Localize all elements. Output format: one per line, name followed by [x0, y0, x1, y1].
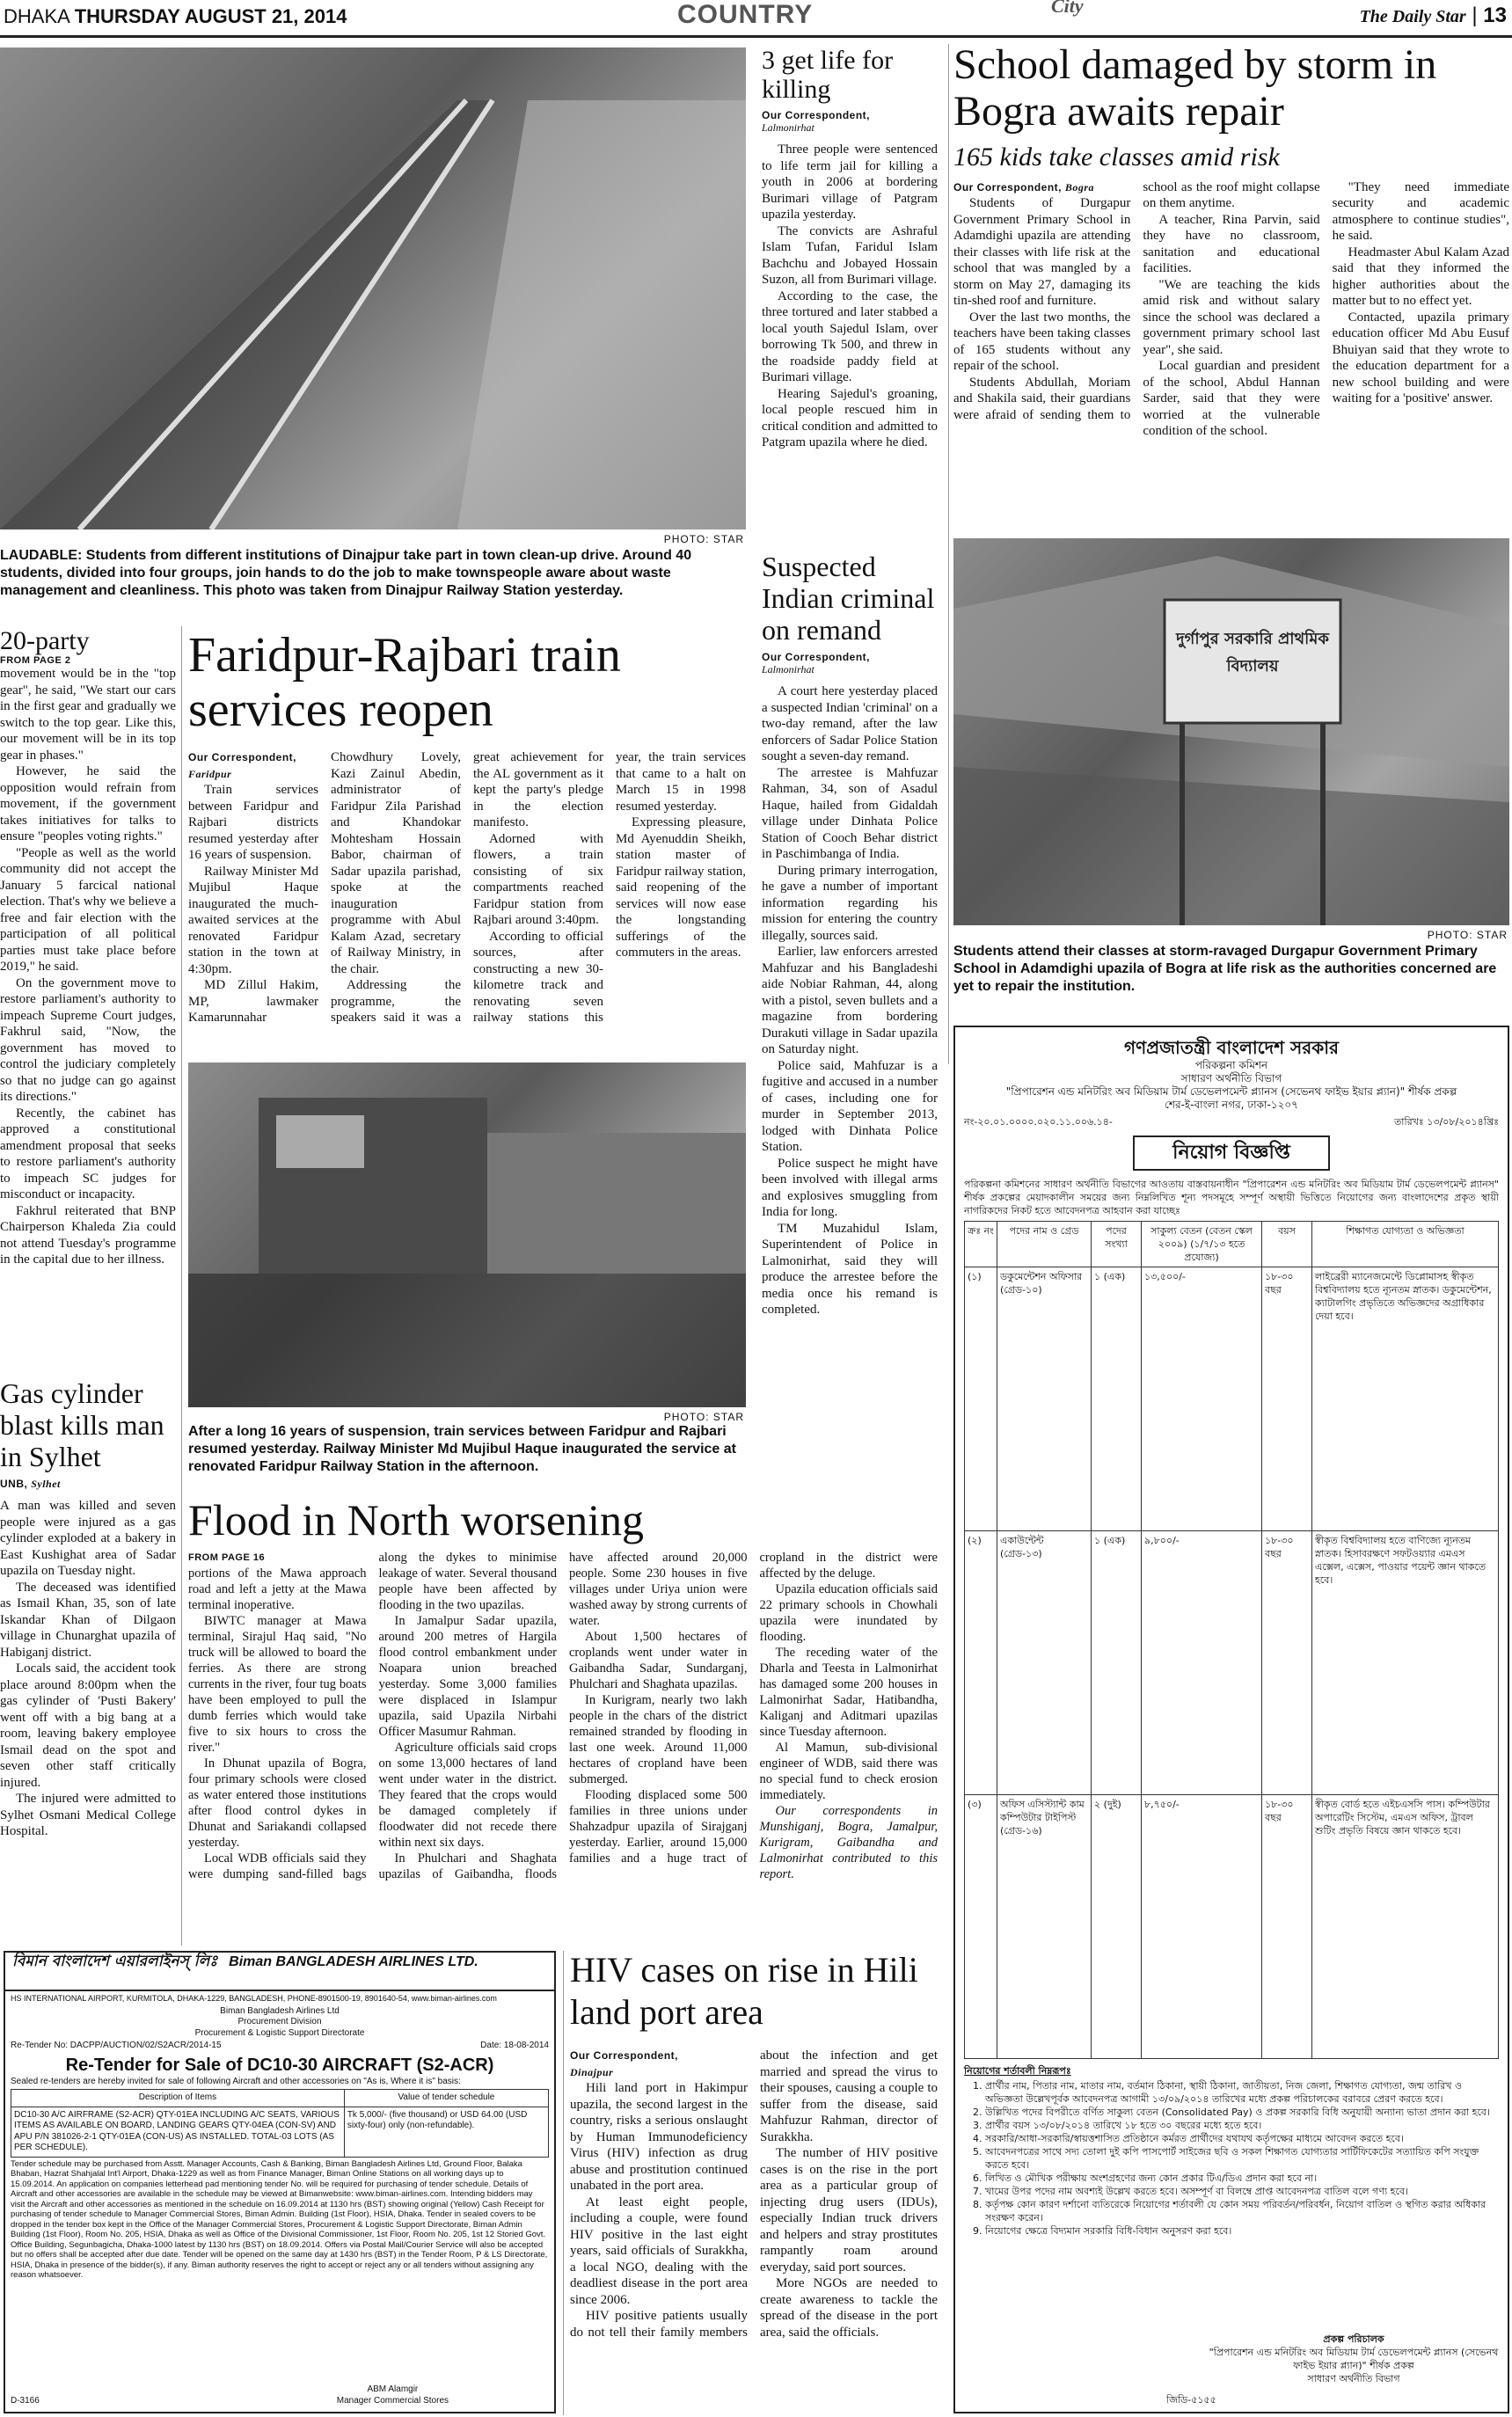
school-photo-credit: PHOTO: STAR — [1427, 929, 1508, 941]
school-subhead: 165 kids take classes amid risk — [953, 142, 1280, 172]
hiv-byline: Our Correspondent, Dinajpur — [570, 2049, 679, 2078]
dateline: DHAKA THURSDAY AUGUST 21, 2014 — [4, 5, 347, 27]
party-from: FROM PAGE 2 — [0, 655, 71, 666]
column-rule — [948, 44, 949, 1064]
train-headline: Faridpur-Rajbari train services reopen — [188, 628, 621, 737]
masthead — [0, 0, 1512, 38]
photo-cleanup-drive — [0, 47, 746, 529]
biman-logo-bar: বিমান বাংলাদেশ এয়ারলাইনস্ লিঃ Biman BANGLADESH AIRLINES LTD. — [5, 1953, 554, 1991]
notice-title: নিয়োগ বিজ্ঞপ্তি — [1133, 1135, 1330, 1171]
gas-byline: UNB, Sylhet — [0, 1478, 61, 1490]
recruitment-notice-ad: গণপ্রজাতন্ত্রী বাংলাদেশ সরকার পরিকল্পনা কমিশন সাধারণ অর্থনীতি বিভাগ "প্রিপারেশন এন্ড মনিটরিং অব মিডিয়াম টার্ম ডেভেলপমেন্ট প্ল্যানস (সেভেনথ ফাইভ ইয়ার প্ল্যান)" শীর্ষক প্রকল্প শের-ই-বাংলা নগর, ঢাকা-১২০৭ নং-২০.০১.০০০০.০২০.১১.০০৬.১৪- তারিখঃ ১৩/০৮/২০১৪খ্রিঃ নিয়োগ বিজ্ঞপ্তি পরিকল্পনা কমিশনের সাধারণ অর্থনীতি বিভাগের আওতায় বাস্তবায়নাধীন "প্রিপারেশন এন্ড মনিটরিং অব মিডিয়াম টার্ম ডেভেলপমেন্ট প্ল্যানস" শীর্ষক প্রকল্পের মেয়াদকালীন সময়ের জন্য নিম্নলিখিত শূন্য পদসমূহে সম্পূর্ণ অস্থায়ী ভিত্তিতে নিয়োগের জন্য বাংলাদেশের প্রকৃত স্থায়ী নাগরিকদের নিকট হতে আবেদনপত্র আহবান করা যাচ্ছেঃ ক্রঃ নং পদের নাম ও গ্রেড পদের সংখ্যা সাকুল্য বেতন (বেতন স্কেল ২০০৯) (১/৭/১৩ হতে প্রযোজ্য) বয়স শিক্ষাগত যোগ্যতা ও অভিজ্ঞতা (১) ডকুমেন্টেশন অফিসার (গ্রেড-১০) ১ (এক) ১৩,৫০০/- ১৮-৩০ বছর লাইব্রেরী ম্যানেজমেন্টে ডিপ্লোমাসহ স্বীকৃত বিশ্ববিদ্যালয় হতে ন্যূনতম স্নাতক। ডকুমেন্টেশন, ক্যাটালগিং প্রভৃতিতে অভিজ্ঞদের অগ্রাধিকার দেয়া হবে। (২) একাউন্টেন্ট (গ্রেড-১৩) ১ (এক) ৯,৮০০/- ১৮-৩০ বছর স্বীকৃত বিশ্ববিদ্যালয় হতে বাণিজ্যে ন্যূনতম স্নাতক। হিসাবরক্ষণে সফটওয়্যার এমএস এক্সেল, এক্সেস, পাওয়ার পয়েন্ট জ্ঞান থাকতে হবে। (৩) অফিস এসিস্ট্যান্ট কাম কম্পিউটার টাইপিস্ট (গ্রেড-১৬) ২ (দুই) ৮,৭৫০/- ১৮-৩০ বছর স্বীকৃত বোর্ড হতে এইচএসসি পাস। কম্পিউটার অপারেটিং সিস্টেম, এমএস অফিস, ট্রাবল শুটিং প্রভৃতি বিষয়ে জ্ঞান থাকতে হবে। নিয়োগের শর্তাবলী নিম্নরূপঃ 1. প্রার্থীর নাম, পিতার নাম, মাতার নাম, বর্তমান ঠিকানা, স্থায়ী ঠিকানা, জাতীয়তা, নিজ জেলা, শিক্ষাগত যোগ্যতা, জন্ম তারিখ ও অভিজ্ঞতা উল্লেখপূর্বক আবেদনপত্র আগামী ১৩/০৯/২০১৪ তারিখের মধ্যে প্রকল্প পরিচালকের বরাবরে প্রেরণ করতে হবে। 2. উল্লিখিত পদের বিপরীতে বর্ণিত সাকুল্য বেতন (Consolidated Pay) ও প্রকল্প সরকারি বিধি অনুযায়ী অন্যান্য ভাতা প্রদান করা হবে। 3. প্রার্থীর বয়স ১৩/০৮/২০১৪ তারিখে ১৮ হতে ৩০ বছরের মধ্যে হতে হবে। 4. সরকারি/আধা-সরকারি/স্বায়ত্তশাসিত প্রতিষ্ঠানে কর্মরত প্রার্থীদের যথাযথ কর্তৃপক্ষের মাধ্যমে আবেদন করতে হবে। 5. আবেদনপত্রের সাথে সদ্য তোলা দুই কপি পাসপোর্ট সাইজের ছবি ও সকল শিক্ষাগত যোগ্যতার সার্টিফিকেটের সত্যায়িত কপি সংযুক্ত করতে হবে। 6. লিখিত ও মৌখিক পরীক্ষায় অংশগ্রহণের জন্য কোন প্রকার টিএ/ডিএ প্রদান করা হবে না। 7. খামের উপর পদের নাম অবশ্যই উল্লেখ করতে হবে। অসম্পূর্ণ বা বিলম্বে প্রাপ্ত আবেদনপত্র বাতিল বলে গণ্য হবে। 8. কর্তৃপক্ষ কোন কারণ দর্শানো ব্যতিরেকে নিয়োগের শর্তাবলী যে কোন সময় পরিবর্তন/পরিবর্ধন, নিয়োগ বাতিল ও স্থগিত করার অধিকার সংরক্ষণ করেন। 9. নিয়োগের ক্ষেত্রে বিদ্যমান সরকারি বিধি-বিধান অনুসরণ করা হবে। প্রকল্প পরিচালক "প্রিপারেশন এন্ড মনিটরিং অব মিডিয়াম টার্ম ডেভেলপমেন্ট প্ল্যানস (সেভেনথ ফাইভ ইয়ার প্ল্যান)" শীর্ষক প্রকল্প সাধারণ অর্থনীতি বিভাগ জিডি-৫১৫৫ — [953, 1026, 1509, 2413]
school-sign-text: দুর্গাপুর সরকারি প্রাথমিক বিদ্যালয় — [1176, 630, 1329, 675]
biman-items-table: Description of Items Value of tender schedule DC10-30 A/C AIRFRAME (S2-ACR) QTY-01EA INCLUDING A/C SEATS, VARIOUS ITEMS AS AVAILABLE ON BOARD, LANDING GEARS QTY-04EA (CON-SV) AND APU P/N 381026-2-1 QTY-01EA (CON-US) AS INSTALLED. TOTAL-03 LOTS (AS PER SCHEDULE). Tk 5,000/- (five thousand) or USD 64.00 (USD sixty-four) only (non-refundable). — [11, 2089, 549, 2158]
indian-byline: Our Correspondent, — [762, 651, 871, 663]
paper-name-and-page: The Daily Star | 13 — [1359, 4, 1507, 27]
article-life-term — [762, 46, 938, 547]
photo-train-inauguration — [188, 1062, 746, 1407]
party-body: movement would be in the "top gear", he said, "We start our cars in the first gear and gradually we switch to the top gear. Like this, our movement will be in its top gear in phases." However, he said the opposition would refrain from movement, if the government takes initiatives for talks to ensure "peoples voting rights." "People as well as the world community did not accept the January 5 farcical national election. That's why we believe a free and fair election with the participation of all political parties must take place before 2019," he said. On the government move to restore parliament's authority to impeach Supreme Court judges, Fakhrul said, "Now, the government has moved to control the judiciary completely so that no judge can go against its directions." Recently, the cabinet has approved a constitutional amendment proposal that seeks to restore parliament's authority to impeach SC judges for misconduct or incapacity. Fakhrul reiterated that BNP Chairperson Khaleda Zia could not attend Tuesday's programme in the capital due to her illness. — [0, 667, 176, 1267]
school-body: Our Correspondent, Bogra Students of Durgapur Government Primary School in Adamdighi upazila are attending their classes with life risk at the school that was mangled by a storm on May 27, damaging its tin-shed roof and furniture. Over the last two months, the teachers have been taking classes of 165 students without any repair of the school. Students Abdullah, Moriam and Shakila said, their guardians were afraid of sending them to school as the roof might collapse on them anytime. A teacher, Rina Parvin, said they have no classroom, sanitation and educational facilities. "We are teaching the kids amid risk and without salary since the school was declared a government primary school last year", she said. Local guardian and president of the school, Abdul Hannan Sarder, said that they were worried at the vulnerable condition of the school. "They need immediate security and academic atmosphere to continue studies", he said. Headmaster Abul Kalam Azad said that they informed the higher authorities about the matter but to no effect yet. Contacted, upazila primary education officer Md Abu Eusuf Bhuiyan said that they wrote to the education department for a new school building and were waiting for a 'positive' answer. — [953, 179, 1509, 439]
train-caption: After a long 16 years of suspension, train services between Faridpur and Rajbari resumed yesterday. Railway Minister Md Mujibul Haque inaugurated the service at renovated Faridpur Railway Station in the afternoon. — [188, 1424, 736, 1474]
hiv-headline: HIV cases on rise in Hili land port area — [570, 1950, 918, 2032]
vacancy-table: ক্রঃ নং পদের নাম ও গ্রেড পদের সংখ্যা সাকুল্য বেতন (বেতন স্কেল ২০০৯) (১/৭/১৩ হতে প্রযোজ্য) বয়স শিক্ষাগত যোগ্যতা ও অভিজ্ঞতা (১) ডকুমেন্টেশন অফিসার (গ্রেড-১০) ১ (এক) ১৩,৫০০/- ১৮-৩০ বছর লাইব্রেরী ম্যানেজমেন্টে ডিপ্লোমাসহ স্বীকৃত বিশ্ববিদ্যালয় হতে ন্যূনতম স্নাতক। ডকুমেন্টেশন, ক্যাটালগিং প্রভৃতিতে অভিজ্ঞদের অগ্রাধিকার দেয়া হবে। (২) একাউন্টেন্ট (গ্রেড-১৩) ১ (এক) ৯,৮০০/- ১৮-৩০ বছর স্বীকৃত বিশ্ববিদ্যালয় হতে বাণিজ্যে ন্যূনতম স্নাতক। হিসাবরক্ষণে সফটওয়্যার এমএস এক্সেল, এক্সেস, পাওয়ার পয়েন্ট জ্ঞান থাকতে হবে। (৩) অফিস এসিস্ট্যান্ট কাম কম্পিউটার টাইপিস্ট (গ্রেড-১৬) ২ (দুই) ৮,৭৫০/- ১৮-৩০ বছর স্বীকৃত বোর্ড হতে এইচএসসি পাস। কম্পিউটার অপারেটিং সিস্টেম, এমএস অফিস, ট্রাবল শুটিং প্রভৃতি বিষয়ে জ্ঞান থাকতে হবে। — [964, 1221, 1499, 2059]
school-headline: School damaged by storm in Bogra awaits repair — [953, 42, 1437, 135]
flood-from: FROM PAGE 16 — [188, 1552, 266, 1563]
biman-title: Re-Tender for Sale of DC10-30 AIRCRAFT (S2-ACR) — [65, 2055, 494, 2075]
school-byline: Our Correspondent, Bogra — [953, 180, 1095, 194]
school-caption: Students attend their classes at storm-ravaged Durgapur Government Primary School in Adamdighi upazila of Bogra at life risk as the authorities concerned are yet to repair the institution. — [953, 944, 1497, 994]
indian-headline: Suspected Indian criminal on remand — [762, 551, 935, 646]
photo-locomotive-crowd — [188, 1062, 746, 1407]
column-rule — [563, 1951, 564, 2415]
article-indian-criminal — [762, 551, 938, 1483]
section-sub: City — [1051, 0, 1084, 17]
section-name: COUNTRY — [677, 0, 814, 29]
life-body: Three people were sentenced to life term jail for killing a youth in 2006 at bordering Burimari village of Patgram upazila yesterday. The convicts are Ashraful Islam Tufan, Faridul Islam Bachchu and Jobayed Hossain Suzon, all from Burimari village. According to the case, the three tortured and later stabbed a local youth Sajedul Islam, over borrowing Tk 500, and threw in the roadside paddy field at Burimari village. Hearing Sajedul's groaning, local people rescued him in critical condition and admitted to Patgram upazila where he died. — [762, 142, 938, 449]
terms-list: 1. প্রার্থীর নাম, পিতার নাম, মাতার নাম, বর্তমান ঠিকানা, স্থায়ী ঠিকানা, জাতীয়তা, নিজ জেলা, শিক্ষাগত যোগ্যতা, জন্ম তারিখ ও অভিজ্ঞতা উল্লেখপূর্বক আবেদনপত্র আগামী ১৩/০৯/২০১৪ তারিখের মধ্যে প্রকল্প পরিচালকের বরাবরে প্রেরণ করতে হবে। 2. উল্লিখিত পদের বিপরীতে বর্ণিত সাকুল্য বেতন (Consolidated Pay) ও প্রকল্প সরকারি বিধি অনুযায়ী অন্যান্য ভাতা প্রদান করা হবে। 3. প্রার্থীর বয়স ১৩/০৮/২০১৪ তারিখে ১৮ হতে ৩০ বছরের মধ্যে হতে হবে। 4. সরকারি/আধা-সরকারি/স্বায়ত্তশাসিত প্রতিষ্ঠানে কর্মরত প্রার্থীদের যথাযথ কর্তৃপক্ষের মাধ্যমে আবেদন করতে হবে। 5. আবেদনপত্রের সাথে সদ্য তোলা দুই কপি পাসপোর্ট সাইজের ছবি ও সকল শিক্ষাগত যোগ্যতার সার্টিফিকেটের সত্যায়িত কপি সংযুক্ত করতে হবে। 6. লিখিত ও মৌখিক পরীক্ষায় অংশগ্রহণের জন্য কোন প্রকার টিএ/ডিএ প্রদান করা হবে না। 7. খামের উপর পদের নাম অবশ্যই উল্লেখ করতে হবে। অসম্পূর্ণ বা বিলম্বে প্রাপ্ত আবেদনপত্র বাতিল বলে গণ্য হবে। 8. কর্তৃপক্ষ কোন কারণ দর্শানো ব্যতিরেকে নিয়োগের শর্তাবলী যে কোন সময় পরিবর্তন/পরিবর্ধন, নিয়োগ বাতিল ও স্থগিত করার অধিকার সংরক্ষণ করেন। 9. নিয়োগের ক্ষেত্রে বিদ্যমান সরকারি বিধি-বিধান অনুসরণ করা হবে। — [955, 2079, 1508, 2238]
hiv-body: Our Correspondent, Dinajpur Hili land port in Hakimpur upazila, the second largest in the country, risks a serious onslaught by Human Immunodeficiency Virus (HIV) infection as drug abuse and prostitution continued unabated in the port area. At least eight people, including a couple, were found HIV positive in the last eight years, said officials of Surakkha, a local NGO, dealing with the deadliest disease in the port area since 2006. HIV positive patients usually do not tell their family members about the infection and get married and spread the virus to their spouses, causing a couple to suffer from the disease, said Mahfuzur Rahman, director of Surakkha. The number of HIV positive cases is on the rise in the port area as a particular group of injecting drug users (IDUs), especially Indian truck drivers and helpers and stray prostitutes rampantly roam around everyday, said port sources. More NGOs are needed to create awareness to tackle the spread of the disease in the port area, said the officials. — [570, 2048, 938, 2340]
article-20-party — [0, 626, 176, 1374]
photo1-caption: LAUDABLE: Students from different institutions of Dinajpur take part in town clean-up drive. Around 40 students, divided into four groups, join hands to do the job to make townspeople aware about waste management and cleanliness. This photo was taken from Dinajpur Railway Station yesterday. — [0, 548, 692, 598]
photo1-credit: PHOTO: STAR — [663, 533, 744, 545]
indian-body: A court here yesterday placed a suspected Indian 'criminal' on a two-day remand, after the law enforcers of Sadar Police Station sought a seven-day remand. The arrestee is Mahfuzar Rahman, 34, son of Asadul Haque, hailed from Gidaldah village under Dinhata Police Station of Cooch Behar district in Paschimbanga of India. During primary interrogation, he gave a number of important information regarding his mission for entering the country illegally, sources said. Earlier, law enforcers arrested Mahfuzar and his Bangladeshi aide Nobiar Rahman, 44, along with a pistol, seven bullets and a magazine from bordering Durakuti village in Sadar upazila on Saturday night. Police said, Mahfuzar is a fugitive and accused in a number of cases, including one for murder in September 2013, lodged with Dinhata Police Station. Police suspect he might have been involved with illegal arms and explosives smuggling from India for long. TM Muzahidul Islam, Superintendent of Police in Lalmonirhat, said they will produce the arrestee before the media once his remand is completed. — [762, 684, 938, 1317]
photo-storm-school — [953, 538, 1509, 925]
train-photo-credit: PHOTO: STAR — [663, 1411, 744, 1423]
article-gas-blast — [0, 1377, 176, 1931]
article-train-services — [188, 628, 746, 1050]
flood-body: FROM PAGE 16 portions of the Mawa approach road and left a jetty at the Mawa terminal inoperative. BIWTC manager at Mawa terminal, Sirajul Haq said, "No truck will be allowed to board the ferries. As there are strong currents in the river, four tug boats have been employed to pull the dumb ferries which would take five to six hours to cross the river." In Dhunat upazila of Bogra, four primary schools were closed as water entered those institutions after flood control dykes in Dhunat and Sariakandi collapsed yesterday. Local WDB officials said they were dumping sand-filled bags along the dykes to minimise leakage of water. Several thousand people have been affected by flooding in the two upazilas. In Jamalpur Sadar upazila, around 200 metres of Hargila flood control embankment under Noapara union breached yesterday. Some 3,000 families were displaced in Islampur upazila, said Upazila Nirbahi Officer Masumur Rahman. Agriculture officials said crops on some 13,000 hectares of land went under water in the district. They feared that the crops would be damaged completely if floodwater did not recede there within next six days. In Phulchari and Shaghata upazilas of Gaibandha, floods have affected around 20,000 people. Some 230 houses in five villages under Uriya union were washed away by strong currents of water. About 1,500 hectares of croplands went under water in Gaibandha Sadar, Sundarganj, Phulchari and Shaghata upazilas. In Kurigram, nearly two lakh people in the chars of the district remained stranded by flooding in last one week. Around 11,000 hectares of cropland have been submerged. Flooding displaced some 500 families in three unions under Shahzadpur upazila of Sirajganj yesterday. Earlier, around 15,000 families and a huge tract of cropland in the district were affected by the deluge. Upazila education officials said 22 primary schools in Chowhali upazila were inundated by flooding. The receding water of the Dharla and Teesta in Lalmonirhat has damaged some 200 houses in Lalmonirhat Sadar, Hatibandha, Kaliganj and Aditmari upazilas since Tuesday afternoon. Al Mamun, sub-divisional engineer of WDB, said there was no special fund to check erosion immediately. Our correspondents in Munshiganj, Bogra, Jamalpur, Kurigram, Gaibandha and Lalmonirhat contributed to this report. — [188, 1551, 938, 1881]
gas-body: A man was killed and seven people were injured as a gas cylinder exploded at a bakery in East Kushighat area of Sadar upazila on Tuesday night. The deceased was identified as Ismail Khan, 35, son of late Iskandar Khan of Dilgaon village in Chunarghat upazila of Habiganj district. Locals said, the accident took place around 8:00pm when the gas cylinder of 'Pusti Bakery' went off with a big bang at a room, leaving bakery employee Ismail dead on the spot and seven other staff critically injured. The injured were admitted to Sylhet Osmani Medical College Hospital. — [0, 1499, 176, 1838]
column-rule — [181, 626, 182, 1946]
photo-rail-tracks — [0, 47, 746, 529]
article-hiv-hili — [570, 1949, 938, 2415]
life-location: Lalmonirhat — [762, 121, 814, 134]
life-byline: Our Correspondent, — [762, 109, 871, 121]
train-byline: Our Correspondent, Faridpur — [188, 751, 297, 780]
indian-location: Lalmonirhat — [762, 663, 814, 675]
article-flood-north — [188, 1495, 938, 1944]
party-headline: 20-party — [0, 626, 90, 655]
flood-headline: Flood in North worsening — [188, 1495, 645, 1544]
life-headline: 3 get life for killing — [762, 46, 894, 104]
gas-headline: Gas cylinder blast kills man in Sylhet — [0, 1377, 164, 1472]
biman-tender-ad: বিমান বাংলাদেশ এয়ারলাইনস্ লিঃ Biman BANGLADESH AIRLINES LTD. HS INTERNATIONAL AIRPORT, KURMITOLA, DHAKA-1229, BANGLADESH, PHONE-8901500-19, 8901640-54, www.biman-airlines.com Biman Bangladesh Airlines Ltd Procurement Division Procurement & Logistic Support Directorate Re-Tender No: DACPP/AUCTION/02/S2ACR/2014-15 Date: 18-08-2014 Re-Tender for Sale of DC10-30 AIRCRAFT (S2-ACR) Sealed re-tenders are hereby invited for sale of following Aircraft and other accessories on "As is, Where it is" basis: Description of Items Value of tender schedule DC10-30 A/C AIRFRAME (S2-ACR) QTY-01EA INCLUDING A/C SEATS, VARIOUS ITEMS AS AVAILABLE ON BOARD, LANDING GEARS QTY-04EA (CON-SV) AND APU P/N 381026-2-1 QTY-01EA (CON-US) AS INSTALLED. TOTAL-03 LOTS (AS PER SCHEDULE). Tk 5,000/- (five thousand) or USD 64.00 (USD sixty-four) only (non-refundable). Tender schedule may be purchased from Asstt. Manager Accounts, Cash & Banking, Biman Bangladesh Airlines Ltd, Ground Floor, Balaka Bhaban, Hazrat Shahjalal Int'l Airport, Dhaka-1229 as well as from Finance Manager, Biman Online Stations on all working days up to 15.09.2014. An application on companies letterhead pad mentioning tender No. will be required for purchasing of tender schedule. Details of Aircraft and other accessories are available in the schedule may be viewed at Bimanwebsite: www.biman-airlines.com. Intending bidders may visit the Aircraft and other accessories as mentioned in the schedule on 16.09.2014 at 1130 hrs (BST) showing original (Yellow) Cash Receipt for purchasing of tender schedule to Manager Commercial Stores, Biman Admin. Building (1st Floor), HSIA, Dhaka. Tender in sealed covers to be dropped in the tender box kept in the Office of the Manager Commercial Stores, Procurement & Logistic Support Directorate, Biman Admin Building (1st Floor), Room No. 205, HSIA, Dhaka as well as Office of the Divisional Commissioner, 1st Floor, Room No. 205, 1st 12 Storied Govt. Office Building, Segunbagicha, Dhaka-1000 latest by 1130 hrs (BST) on 18.09.2014. Offers via Postal Mail/Courier Service will also be accepted but no offers shall be accepted after due date. Tender will be opened on the same day at 1430 hrs (BST) in the Tender Room, P & LS Directorate, HSIA, Dhaka in presence of the bidder(s), if any. Biman authority reserves the right to accept or reject any or all tenders without assigning any reason whatsoever. ABM Alamgir Manager Commercial Stores D-3166 — [4, 1951, 556, 2413]
photo-damaged-roof — [953, 538, 1509, 925]
train-body: Our Correspondent, Faridpur Train services between Faridpur and Rajbari districts resumed yesterday after 16 years of suspension. Railway Minister Md Mujibul Haque inaugurated the much-awaited services at the renovated Faridpur station in the town at 4:30pm. MD Zillul Hakim, MP, lawmaker Kamarunnahar Chowdhury Lovely, Kazi Zainul Abedin, administrator of Faridpur Zila Parishad and Khandokar Mohtesham Hossain Babor, chairman of Sadar upazila parishad, spoke at the inauguration programme with Abul Kalam Azad, secretary of Railway Ministry, in the chair. Addressing the programme, the speakers said it was a great achievement for the AL government as it kept the party's pledge in the election manifesto. Adorned with flowers, a train consisting of six compartments reached Faridpur station from Rajbari around 3:40pm. According to official sources, after constructing a new 30-kilometre track and renovating seven railway stations this year, the train services that came to a halt on March 15 in 1998 resumed yesterday. Expressing pleasure, Md Ayenuddin Sheikh, station master of Faridpur railway station, said reopening of the services will now ease the longstanding sufferings of the commuters in the areas. — [188, 750, 746, 1025]
